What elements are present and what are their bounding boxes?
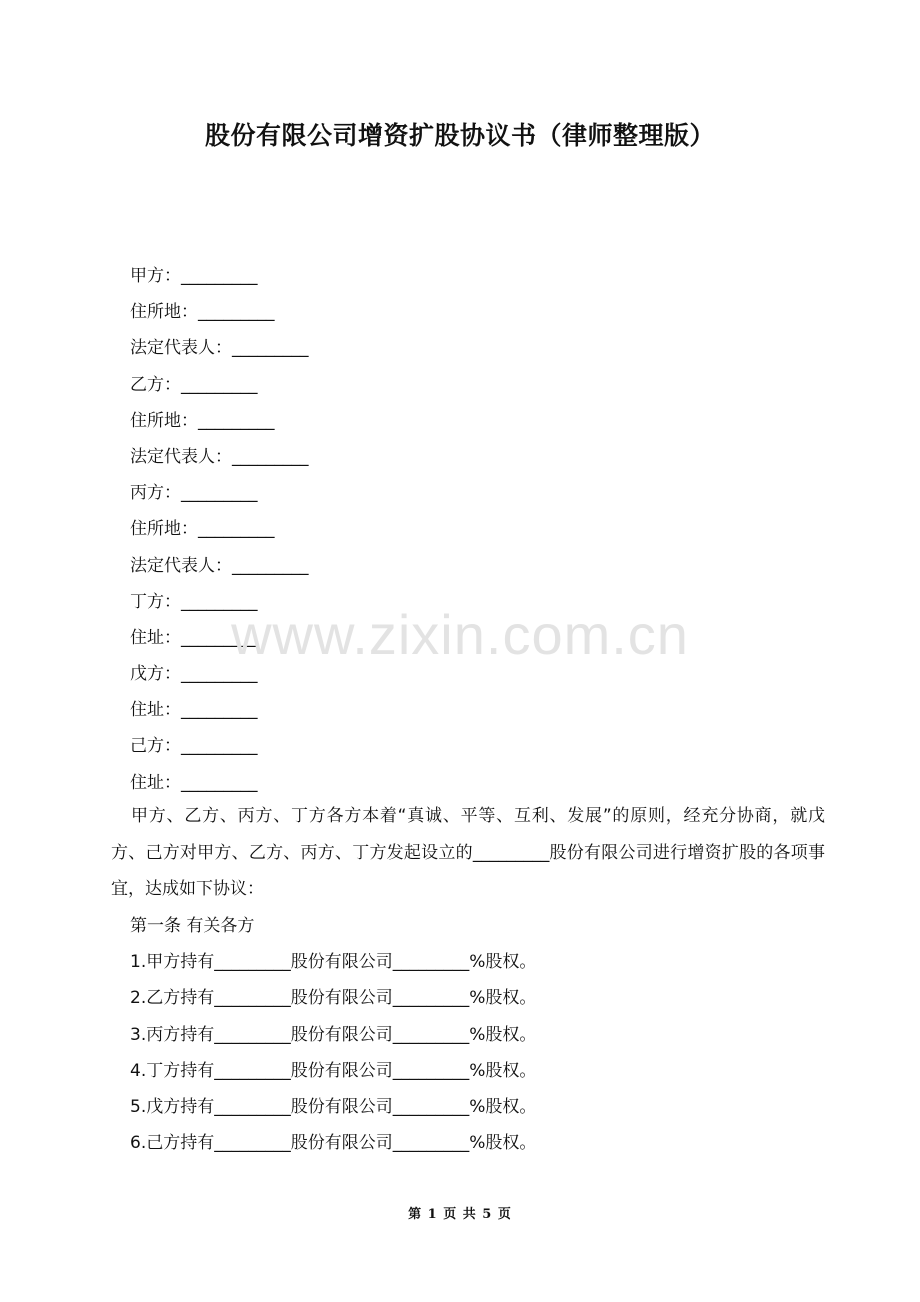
article-1-heading: 第一条 有关各方 bbox=[130, 916, 255, 936]
field-party-e-address: 住址：_________ bbox=[130, 700, 258, 721]
field-party-b: 乙方：_________ bbox=[130, 374, 258, 395]
field-party-f: 己方：_________ bbox=[130, 736, 258, 757]
field-party-c-representative: 法定代表人：_________ bbox=[130, 555, 309, 576]
field-party-d-address: 住址：_________ bbox=[130, 627, 258, 648]
article-1 bbox=[130, 908, 536, 1161]
field-party-a-address: 住所地：_________ bbox=[130, 302, 275, 323]
article-1-item: 2.乙方持有_________股份有限公司_________%股权。 bbox=[130, 988, 537, 1009]
field-party-b-address: 住所地：_________ bbox=[130, 410, 275, 431]
article-1-item: 1.甲方持有_________股份有限公司_________%股权。 bbox=[130, 952, 537, 973]
article-1-item: 6.己方持有_________股份有限公司_________%股权。 bbox=[130, 1133, 537, 1154]
field-party-f-address: 住址：_________ bbox=[130, 772, 258, 793]
field-party-e: 戊方：_________ bbox=[130, 664, 258, 685]
field-party-b-representative: 法定代表人：_________ bbox=[130, 446, 309, 467]
page-footer: 第 1 页 共 5 页 bbox=[408, 1207, 512, 1222]
document-title: 股份有限公司增资扩股协议书（律师整理版） bbox=[204, 121, 715, 150]
article-1-item: 5.戊方持有_________股份有限公司_________%股权。 bbox=[130, 1096, 537, 1117]
watermark: www.zixin.com.cn bbox=[231, 603, 689, 666]
party-fields bbox=[130, 258, 309, 801]
article-1-item: 4.丁方持有_________股份有限公司_________%股权。 bbox=[130, 1060, 537, 1081]
field-party-a-representative: 法定代表人：_________ bbox=[130, 338, 309, 359]
field-party-d: 丁方：_________ bbox=[130, 591, 258, 612]
field-party-c: 丙方：_________ bbox=[130, 483, 258, 504]
article-1-item: 3.丙方持有_________股份有限公司_________%股权。 bbox=[130, 1024, 537, 1045]
field-party-c-address: 住所地：_________ bbox=[130, 519, 275, 540]
field-party-a: 甲方：_________ bbox=[130, 266, 258, 286]
intro-paragraph: 甲方、乙方、丙方、丁方各方本着“真诚、平等、互利、发展”的原则，经充分协商，就戊方、己方对甲方、乙方、丙方、丁方发起设立的_________股份有限公司进行增资扩股的各项事宜，达成如下协议： bbox=[111, 806, 825, 899]
